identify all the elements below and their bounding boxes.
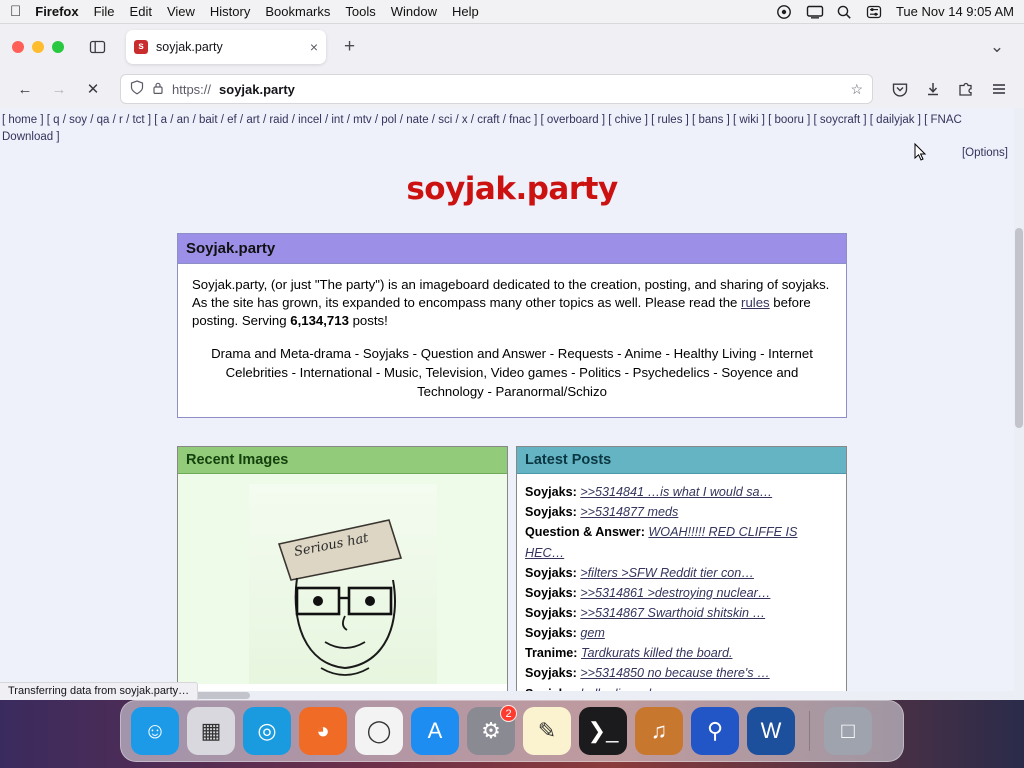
menubar-item-help[interactable]: Help — [440, 4, 468, 19]
board-link-pol[interactable]: pol — [381, 114, 397, 126]
window-controls — [12, 41, 64, 53]
dock-icon-word[interactable]: W — [747, 707, 795, 755]
recent-image-thumbnail[interactable] — [249, 484, 437, 684]
menubar-item-bookmarks[interactable]: Bookmarks — [254, 4, 320, 19]
hamburger-menu-icon[interactable] — [984, 75, 1014, 103]
stop-button[interactable]: ✕ — [86, 81, 100, 98]
menubar-clock[interactable]: Tue Nov 14 9:05 AM — [895, 4, 1014, 19]
board-link-bans[interactable]: bans — [698, 114, 724, 126]
dock-icon-safari[interactable]: ◎ — [243, 707, 291, 755]
dock-icon-terminal[interactable]: ❯_ — [579, 707, 627, 755]
board-link-qa[interactable]: qa — [96, 114, 110, 126]
back-button[interactable]: ← — [17, 80, 33, 98]
dock-icon-app-store[interactable]: A — [411, 707, 459, 755]
latest-post-board: Soyjaks: — [525, 565, 581, 580]
browser-status-bar: Transferring data from soyjak.party… — [0, 682, 198, 700]
info-panel-body — [178, 264, 846, 417]
latest-post-link[interactable]: Tardkurats killed the board. — [581, 646, 733, 661]
dock-icon-system-settings[interactable]: ⚙ 2 — [467, 707, 515, 755]
control-center-icon[interactable] — [866, 4, 882, 20]
latest-post-link[interactable]: >>5314861 >destroying nuclear… — [580, 585, 771, 600]
recent-images-panel — [177, 446, 508, 725]
latest-post-board: Soyjaks: — [525, 666, 581, 681]
latest-post-item[interactable] — [525, 623, 838, 643]
close-window-button[interactable] — [12, 41, 24, 53]
dock-icon-garageband[interactable]: ♫ — [635, 707, 683, 755]
latest-post-board: Soyjaks: — [525, 626, 581, 641]
latest-post-item[interactable] — [525, 583, 838, 603]
url-scheme: https:// — [172, 81, 212, 97]
latest-posts-panel — [516, 446, 847, 725]
latest-post-board: Soyjaks: — [525, 505, 581, 520]
menubar-item-window[interactable]: Window — [379, 4, 426, 19]
board-link-rules[interactable]: rules — [657, 114, 683, 126]
board-link-q[interactable]: q — [53, 114, 60, 126]
board-list — [0, 108, 1024, 160]
board-link-bait[interactable]: bait — [199, 114, 218, 126]
board-link-craft[interactable]: craft — [477, 114, 500, 126]
minimize-window-button[interactable] — [32, 41, 44, 53]
shield-icon[interactable] — [130, 80, 144, 98]
macos-dock — [120, 700, 904, 762]
mouse-cursor — [915, 144, 927, 162]
home-columns — [177, 446, 847, 725]
latest-post-board: Soyjaks: — [525, 606, 581, 621]
dock-icon-notes[interactable]: ✎ — [523, 707, 571, 755]
latest-post-board: Tranime: — [525, 646, 581, 661]
dock-icon-firefox[interactable]: ◕ — [299, 707, 347, 755]
menubar-item-history[interactable]: History — [198, 4, 240, 19]
info-panel — [177, 233, 847, 418]
board-link-sci[interactable]: sci — [438, 114, 453, 126]
dock-icon-finder[interactable]: ☺ — [131, 707, 179, 755]
browser-tab-strip — [0, 24, 1024, 70]
board-link-chive[interactable]: chive — [614, 114, 642, 126]
close-tab-button[interactable]: × — [309, 39, 318, 55]
options-link[interactable]: [Options] — [961, 147, 1008, 160]
site-title: soyjak.party — [406, 171, 618, 208]
board-link-overboard[interactable]: overboard — [546, 114, 599, 126]
info-paragraph-part-2: before posting. Serving — [192, 295, 811, 328]
latest-post-link[interactable]: >>5314850 no because there's … — [580, 666, 770, 681]
board-link-raid[interactable]: raid — [269, 114, 289, 126]
board-link-ef[interactable]: ef — [227, 114, 237, 126]
latest-post-item[interactable] — [525, 563, 838, 583]
browser-toolbar — [0, 70, 1024, 108]
latest-post-item[interactable] — [525, 502, 838, 522]
board-link-tct[interactable]: tct — [132, 114, 145, 126]
board-link-fnac[interactable]: fnac — [509, 114, 531, 126]
board-link-x[interactable]: x — [461, 114, 468, 126]
dock-icon-chrome[interactable]: ◯ — [355, 707, 403, 755]
menubar-item-firefox[interactable]: Firefox — [24, 4, 68, 19]
info-paragraph-part-1: Soyjak.party, (or just "The party") is an imageboard dedicated to the creation, posting, and sharing of soyjaks. As the site has grown, its expanded to encompass many other topics as well. Please read the — [192, 277, 830, 311]
dock-badge: 2 — [500, 705, 517, 722]
bookmark-star-icon[interactable]: ☆ — [850, 80, 863, 97]
board-link-incel[interactable]: incel — [298, 114, 322, 126]
post-count: 6,134,713 — [290, 312, 349, 328]
new-tab-button[interactable]: + — [344, 36, 356, 57]
board-link-wiki[interactable]: wiki — [739, 114, 759, 126]
url-bar[interactable] — [120, 74, 873, 104]
svg-text:Serious hat: Serious hat — [292, 531, 370, 561]
board-link-soycraft[interactable]: soycraft — [819, 114, 861, 126]
board-link-a[interactable]: a — [160, 114, 168, 126]
rules-link[interactable]: rules — [741, 295, 770, 311]
category-list: Drama and Meta-drama - Soyjaks - Question and Answer - Requests - Anime - Healthy Living - Internet Celebrities - International - Music, Television, Video games - Politics - Psychedelics - Soyence and Technology - Paranormal/Schizo — [211, 345, 813, 400]
menubar-item-file[interactable]: File — [82, 4, 104, 19]
vertical-scrollbar-track[interactable] — [1014, 108, 1024, 700]
soyjak-doodle-icon — [261, 492, 431, 682]
latest-post-board: Soyjaks: — [525, 585, 581, 600]
board-link-fnac-download[interactable]: FNAC Download — [2, 114, 962, 143]
dock-separator — [809, 711, 810, 751]
maximize-window-button[interactable] — [52, 41, 64, 53]
board-link-dailyjak[interactable]: dailyjak — [876, 114, 915, 126]
forward-button[interactable]: → — [51, 80, 67, 98]
extensions-icon[interactable] — [951, 75, 981, 103]
page-content — [0, 108, 1024, 700]
dock-icon-preview-search[interactable]: ⚲ — [691, 707, 739, 755]
latest-post-item[interactable] — [525, 663, 838, 683]
apple-logo-icon[interactable] — [10, 4, 21, 19]
latest-post-link[interactable]: >filters >SFW Reddit tier con… — [580, 565, 754, 580]
sidebar-icon[interactable] — [82, 33, 112, 61]
board-link-nate[interactable]: nate — [406, 114, 429, 126]
pocket-icon[interactable] — [885, 75, 915, 103]
board-link-an[interactable]: an — [176, 114, 190, 126]
info-panel-heading: Soyjak.party — [178, 234, 846, 264]
screen-mirror-icon[interactable] — [806, 4, 822, 20]
browser-tab[interactable] — [126, 30, 326, 64]
board-link-mtv[interactable]: mtv — [353, 114, 372, 126]
board-links-row: [ home ] [ q / soy / qa / r / tct ] [ a / an / bait / ef / art / raid / incel / int / mtv / pol / nate / sci / x / craft / fnac ] [ overboard ] [ chive ] [ rules ] [ bans ] [ wiki ] [ booru ] [ soycraft ] [ dailyjak ] [ FNAC Download ] — [2, 114, 962, 143]
tab-favicon — [134, 40, 148, 54]
board-link-int[interactable]: int — [331, 114, 344, 126]
info-paragraph-part-3: posts! — [348, 312, 388, 328]
latest-post-board: Question & Answer: — [525, 525, 649, 540]
board-link-art[interactable]: art — [246, 114, 260, 126]
board-link-booru[interactable]: booru — [774, 114, 804, 126]
latest-post-link[interactable]: WOAH!!!!! RED CLIFFE IS HEC… — [525, 525, 798, 560]
latest-post-link[interactable]: >>5314877 meds — [580, 505, 679, 520]
tab-title: soyjak.party — [156, 40, 223, 54]
menubar-item-view[interactable]: View — [155, 4, 184, 19]
board-link-r[interactable]: r — [119, 114, 123, 126]
spotlight-circle-icon[interactable] — [776, 4, 792, 20]
url-host: soyjak.party — [219, 81, 295, 97]
menubar-item-edit[interactable]: Edit — [118, 4, 141, 19]
latest-post-link[interactable]: >>5314841 …is what I would sa… — [580, 485, 773, 500]
latest-post-item[interactable] — [525, 643, 838, 663]
downloads-icon[interactable] — [918, 75, 948, 103]
vertical-scrollbar-thumb[interactable] — [1015, 228, 1023, 428]
board-link-soy[interactable]: soy — [69, 114, 88, 126]
chevron-down-icon[interactable]: ⌄ — [989, 37, 1005, 56]
latest-post-item[interactable] — [525, 522, 838, 562]
latest-post-link[interactable]: gem — [580, 626, 605, 641]
latest-post-item[interactable] — [525, 482, 838, 502]
latest-post-link[interactable]: >>5314867 Swarthoid shitskin … — [580, 606, 766, 621]
dock-icon-launchpad[interactable]: ▦ — [187, 707, 235, 755]
latest-posts-heading: Latest Posts — [517, 447, 846, 474]
latest-post-board: Soyjaks: — [525, 485, 581, 500]
search-icon[interactable] — [836, 4, 852, 20]
recent-images-body — [178, 474, 507, 684]
board-link-home[interactable]: home — [8, 114, 38, 126]
recent-images-heading: Recent Images — [178, 447, 507, 474]
latest-posts-list — [517, 474, 846, 724]
menubar-item-tools[interactable]: Tools — [334, 4, 365, 19]
latest-post-item[interactable] — [525, 603, 838, 623]
lock-icon[interactable] — [152, 81, 164, 98]
macos-menu-bar — [0, 0, 1024, 24]
dock-icon-trash[interactable]: □ — [824, 707, 872, 755]
